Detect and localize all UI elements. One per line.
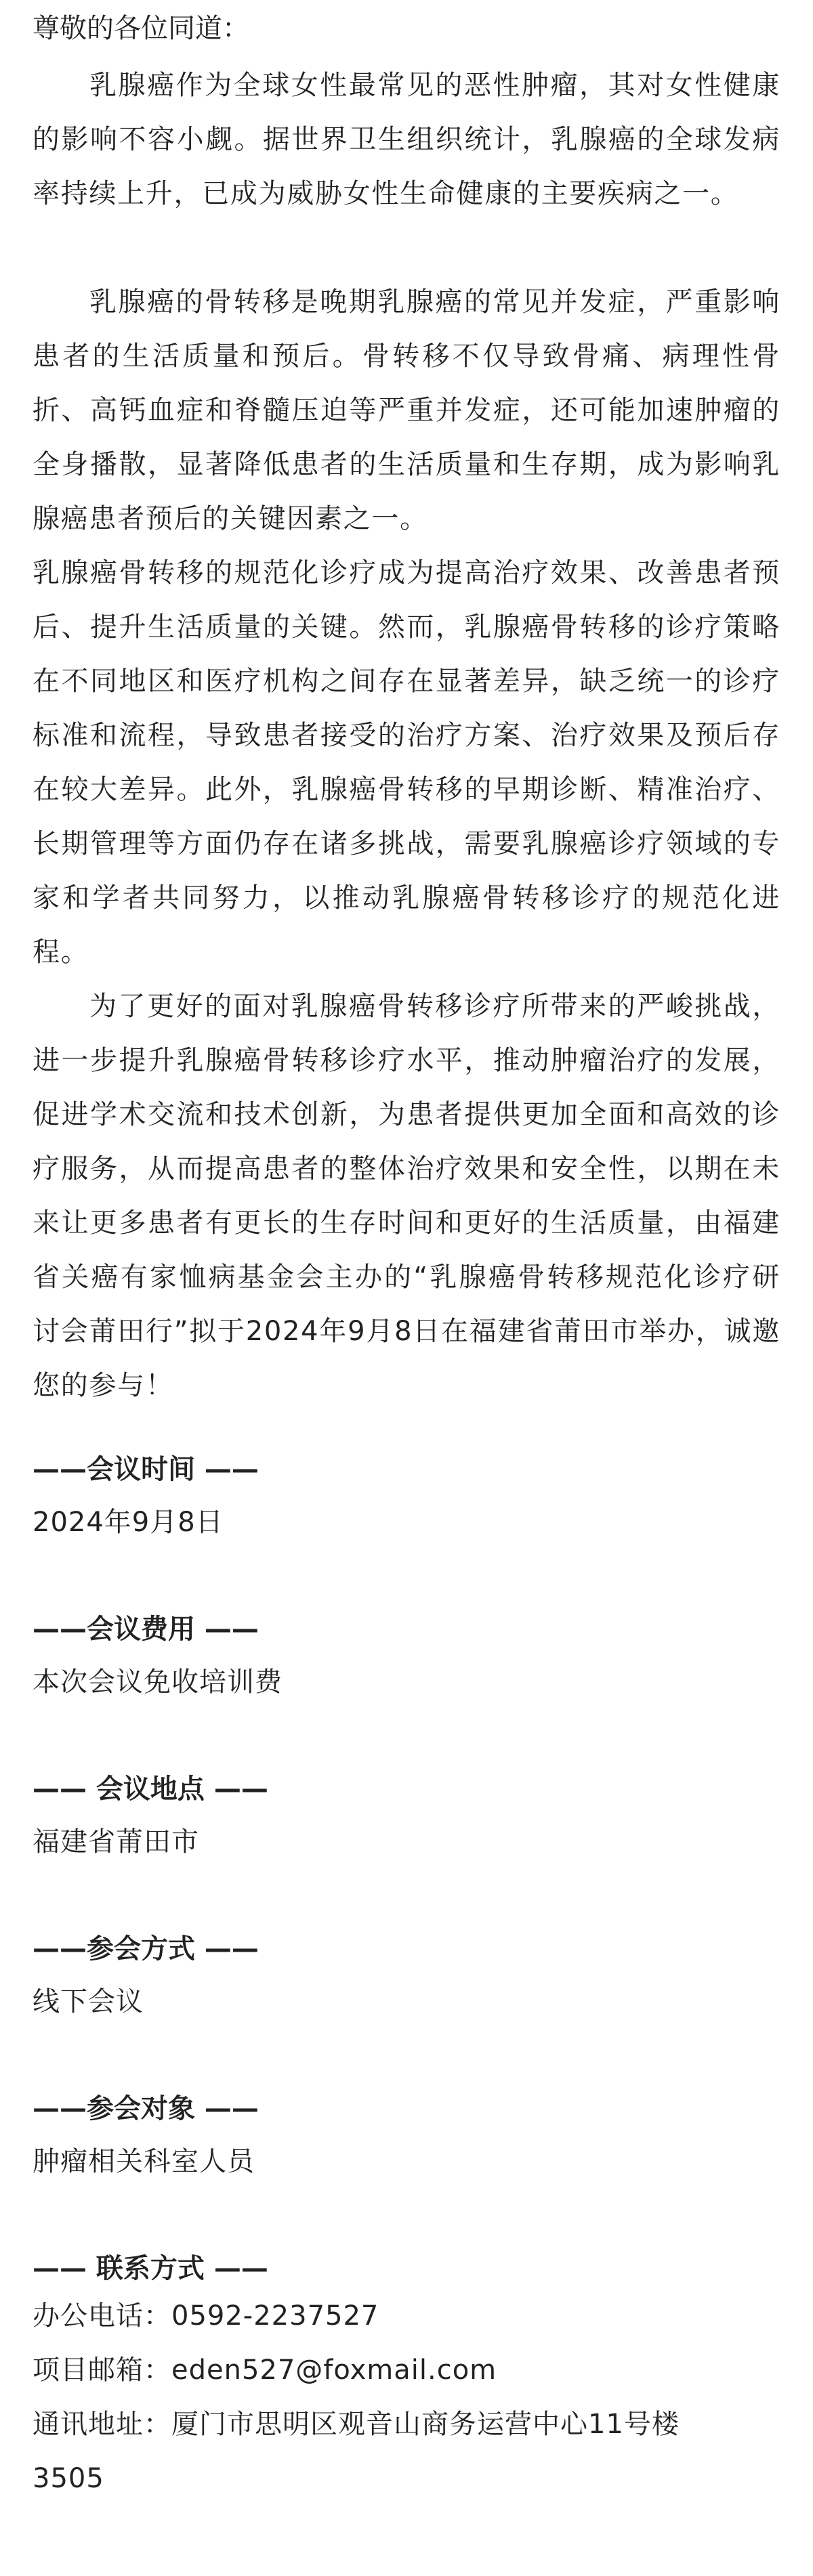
audience-section: [33, 2090, 780, 2181]
audience-heading: ——参会对象 ——: [33, 2093, 259, 2124]
contact-address-line1: 通讯地址：厦门市思明区观音山商务运营中心11号楼: [33, 2409, 680, 2440]
meeting-venue-section: [33, 1770, 780, 1861]
meeting-time-heading: ——会议时间 ——: [33, 1454, 259, 1485]
meeting-venue-value: 福建省莆田市: [33, 1826, 199, 1858]
paragraph-standardization: 乳腺癌骨转移的规范化诊疗成为提高治疗效果、改善患者预后、提升生活质量的关键。然而，乳腺癌骨转移的诊疗策略在不同地区和医疗机构之间存在显著差异，缺乏统一的诊疗标准和流程，导致患者接受的治疗方案、治疗效果及预后存在较大差异。此外，乳腺癌骨转移的早期诊断、精准治疗、长期管理等方面仍存在诸多挑战，需要乳腺癌诊疗领域的专家和学者共同努力，以推动乳腺癌骨转移诊疗的规范化进程。: [33, 557, 780, 968]
contact-heading: —— 联系方式 ——: [33, 2253, 268, 2284]
meeting-fee-value: 本次会议免收培训费: [33, 1667, 283, 1698]
meeting-format-section: [33, 1930, 780, 2021]
contact-email: 项目邮箱：eden527@foxmail.com: [33, 2355, 497, 2386]
meeting-venue-heading: —— 会议地点 ——: [33, 1774, 268, 1805]
contact-phone: 办公电话：0592-2237527: [33, 2300, 379, 2332]
meeting-format-heading: ——参会方式 ——: [33, 1933, 259, 1965]
contact-address-line2: 3505: [33, 2463, 104, 2494]
paragraph-invitation: 为了更好的面对乳腺癌骨转移诊疗所带来的严峻挑战，进一步提升乳腺癌骨转移诊疗水平，推动肿瘤治疗的发展，促进学术交流和技术创新，为患者提供更加全面和高效的诊疗服务，从而提高患者的整体治疗效果和安全性，以期在未来让更多患者有更长的生存时间和更好的生活质量，由福建省关癌有家恤病基金会主办的“乳腺癌骨转移规范化诊疗研讨会莆田行”拟于2024年9月8日在福建省莆田市举办，诚邀您的参与！: [33, 991, 780, 1401]
meeting-fee-section: [33, 1610, 780, 1701]
meeting-fee-heading: ——会议费用 ——: [33, 1614, 259, 1645]
meeting-time-section: [33, 1451, 780, 1541]
greeting: 尊敬的各位同道：: [33, 13, 249, 44]
contact-section: [33, 2250, 780, 2506]
meeting-time-value: 2024年9月8日: [33, 1507, 224, 1538]
meeting-format-value: 线下会议: [33, 1986, 144, 2017]
audience-value: 肿瘤相关科室人员: [33, 2146, 255, 2177]
paragraph-bone-metastasis: 乳腺癌的骨转移是晚期乳腺癌的常见并发症，严重影响患者的生活质量和预后。骨转移不仅导致骨痛、病理性骨折、高钙血症和脊髓压迫等严重并发症，还可能加速肿瘤的全身播散，显著降低患者的生活质量和生存期，成为影响乳腺癌患者预后的关键因素之一。: [33, 286, 780, 534]
paragraph-intro: 乳腺癌作为全球女性最常见的恶性肿瘤，其对女性健康的影响不容小觑。据世界卫生组织统计，乳腺癌的全球发病率持续上升，已成为威胁女性生命健康的主要疾病之一。: [33, 70, 780, 209]
